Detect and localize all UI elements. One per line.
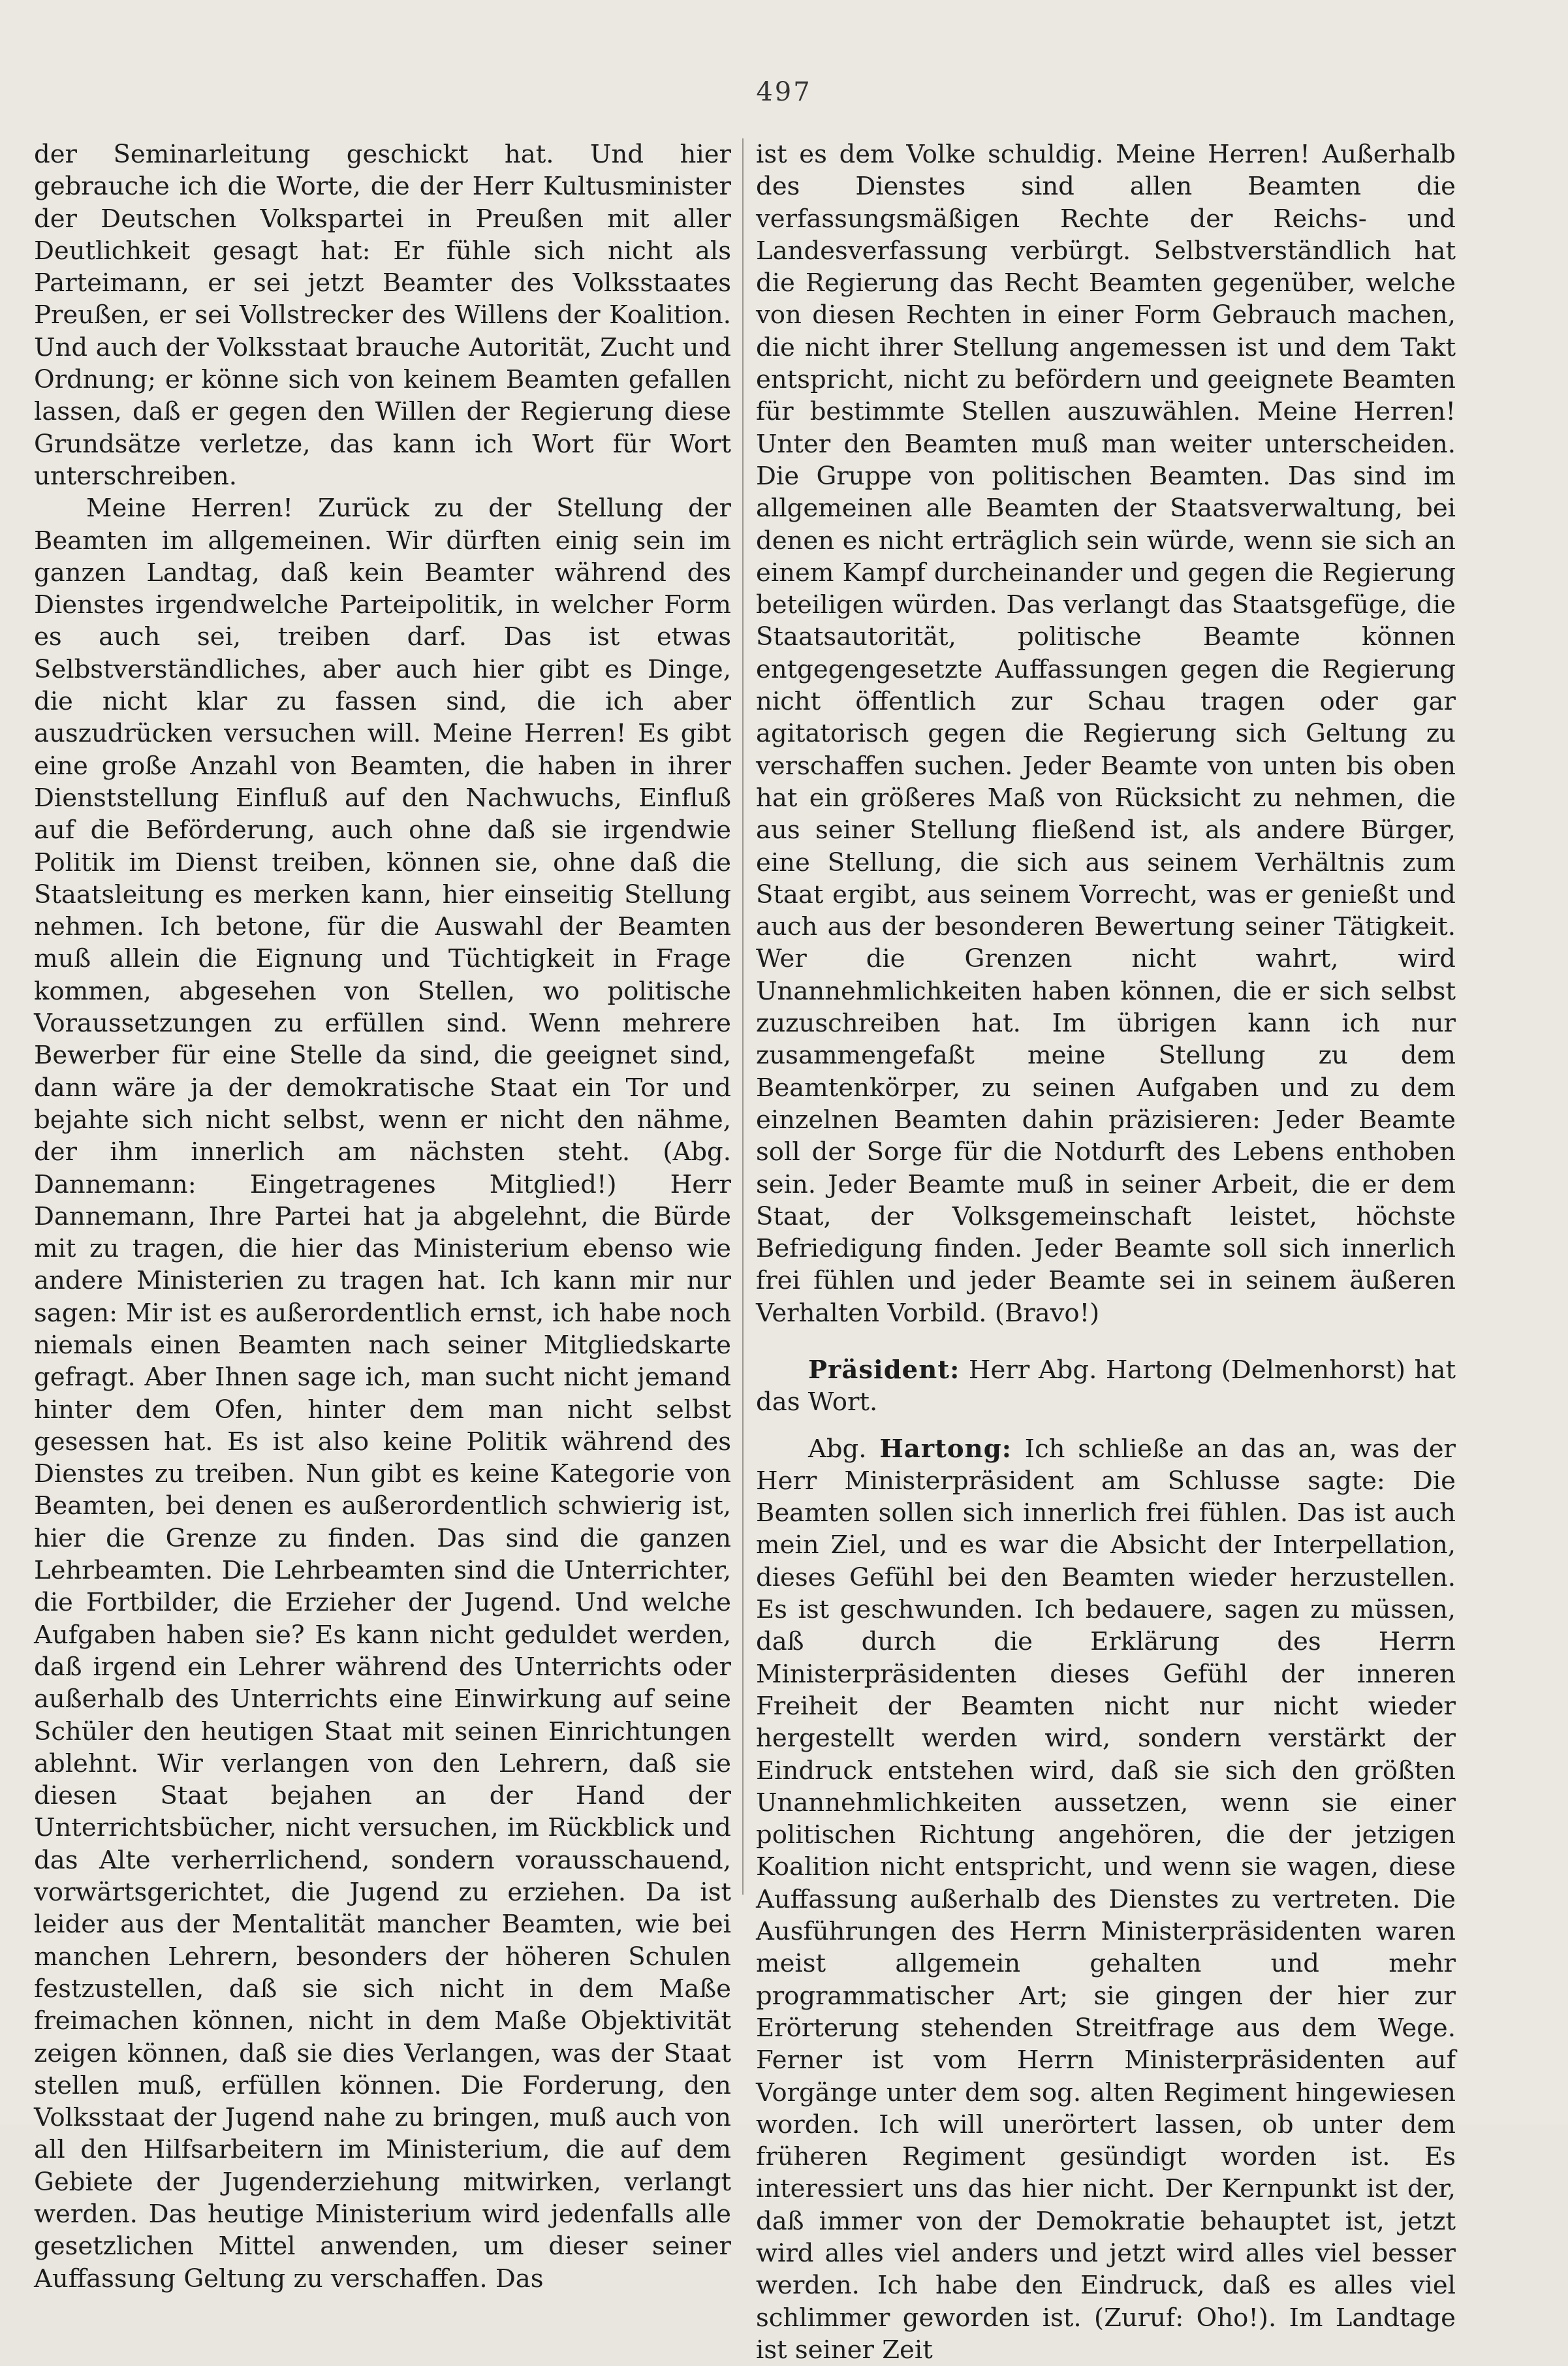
- hartong-text: Ich schließe an das an, was der Herr Ministerpräsident am Schlusse sagte: Die Beamten sollen sich innerlich frei fühlen. Das ist auch mein Ziel, und es war die Absicht der Interpellation, dieses Gefühl bei den Beamten wieder herzustellen. Es ist geschwunden. Ich bedauere, sagen zu müssen, daß durch die Erklärung des Herrn Ministerpräsidenten dieses Gefühl der inneren Freiheit der Beamten nicht nur nicht wieder hergestellt werden wird, sondern verstärkt der Eindruck entstehen wird, daß sie sich den größten Unannehmlichkeiten aussetzen, wenn sie einer politischen Richtung angehören, die der jetzigen Koalition nicht entspricht, und wenn sie wagen, diese Auffassung außerhalb des Dienstes zu vertreten. Die Ausführungen des Herrn Ministerpräsidenten waren meist allgemein gehalten und mehr programmatischer Art; sie gingen der hier zur Erörterung stehenden Streitfrage aus dem Wege. Ferner ist vom Herrn Ministerpräsidenten auf Vorgänge unter dem sog. alten Regiment hingewiesen worden. Ich will unerörtert lassen, ob unter dem früheren Regiment gesündigt worden ist. Es interessiert uns das hier nicht. Der Kernpunkt ist der, daß immer von der Demokratie behauptet ist, jetzt wird alles viel anders und jetzt wird alles viel besser werden. Ich habe den Eindruck, daß es alles viel schlimmer geworden ist. (Zuruf: Oho!). Im Landtage ist seiner Zeit: [756, 1434, 1456, 2365]
- president-paragraph: [756, 1354, 1456, 1419]
- left-paragraph-1: der Seminarleitung geschickt hat. Und hier gebrauche ich die Worte, die der Herr Kultusminister der Deutschen Volkspartei in Preußen mit aller Deutlichkeit gesagt hat: Er fühle sich nicht als Parteimann, er sei jetzt Beamter des Volksstaates Preußen, er sei Vollstrecker des Willens der Koalition. Und auch der Volksstaat brauche Autorität, Zucht und Ordnung; er könne sich von keinem Beamten gefallen lassen, daß er gegen den Willen der Regierung diese Grundsätze verletze, das kann ich Wort für Wort unterschreiben.: [34, 140, 731, 491]
- hartong-paragraph: [756, 1433, 1456, 2366]
- hartong-label: Hartong:: [879, 1434, 1012, 1464]
- president-text: Herr Abg. Hartong (Delmenhorst) hat das Wort.: [756, 1355, 1456, 1417]
- right-column: [756, 138, 1456, 2366]
- column-divider: [742, 138, 744, 1895]
- left-column: [34, 138, 731, 2295]
- abg-prefix: Abg.: [808, 1434, 880, 1464]
- president-label: Präsident:: [808, 1355, 960, 1385]
- right-paragraph-1: ist es dem Volke schuldig. Meine Herren! Außerhalb des Dienstes sind allen Beamten die verfassungsmäßigen Rechte der Reichs- und Landesverfassung verbürgt. Selbstverständlich hat die Regierung das Recht Beamten gegenüber, welche von diesen Rechten in einer Form Gebrauch machen, die nicht ihrer Stellung angemessen ist und dem Takt entspricht, nicht zu befördern und geeignete Beamten für bestimmte Stellen auszuwählen. Meine Herren! Unter den Beamten muß man weiter unterscheiden. Die Gruppe von politischen Beamten. Das sind im allgemeinen alle Beamten der Staatsverwaltung, bei denen es nicht erträglich sein würde, wenn sie sich an einem Kampf durcheinander und gegen die Regierung beteiligen würden. Das verlangt das Staatsgefüge, die Staatsautorität, politische Beamte können entgegengesetzte Auffassungen gegen die Regierung nicht öffentlich zur Schau tragen oder gar agitatorisch gegen die Regierung sich Geltung zu verschaffen suchen. Jeder Beamte von unten bis oben hat ein größeres Maß von Rücksicht zu nehmen, die aus seiner Stellung fließend ist, als andere Bürger, eine Stellung, die sich aus seinem Verhältnis zum Staat ergibt, aus seinem Vorrecht, was er genießt und auch aus der besonderen Bewertung seiner Tätigkeit. Wer die Grenzen nicht wahrt, wird Unannehmlichkeiten haben können, die er sich selbst zuzuschreiben hat. Im übrigen kann ich nur zusammengefaßt meine Stellung zu dem Beamtenkörper, zu seinen Aufgaben und zu dem einzelnen Beamten dahin präzisieren: Jeder Beamte soll der Sorge für die Notdurft des Lebens enthoben sein. Jeder Beamte muß in seiner Arbeit, die er dem Staat, der Volksgemeinschaft leistet, höchste Befriedigung finden. Jeder Beamte soll sich innerlich frei fühlen und jeder Beamte sei in seinem äußeren Verhalten Vorbild. (Bravo!): [756, 140, 1456, 1328]
- page-number: 497: [756, 77, 812, 107]
- left-paragraph-2: Meine Herren! Zurück zu der Stellung der Beamten im allgemeinen. Wir dürften einig sein im ganzen Landtag, daß kein Beamter während des Dienstes irgendwelche Parteipolitik, in welcher Form es auch sei, treiben darf. Das ist etwas Selbstverständliches, aber auch hier gibt es Dinge, die nicht klar zu fassen sind, die ich aber auszudrücken versuchen will. Meine Herren! Es gibt eine große Anzahl von Beamten, die haben in ihrer Dienststellung Einfluß auf den Nachwuchs, Einfluß auf die Beförderung, auch ohne daß sie irgendwie Politik im Dienst treiben, können sie, ohne daß die Staatsleitung es merken kann, hier einseitig Stellung nehmen. Ich betone, für die Auswahl der Beamten muß allein die Eignung und Tüchtigkeit in Frage kommen, abgesehen von Stellen, wo politische Voraussetzungen zu erfüllen sind. Wenn mehrere Bewerber für eine Stelle da sind, die geeignet sind, dann wäre ja der demokratische Staat ein Tor und bejahte sich nicht selbst, wenn er nicht den nähme, der ihm innerlich am nächsten steht. (Abg. Dannemann: Eingetragenes Mitglied!) Herr Dannemann, Ihre Partei hat ja abgelehnt, die Bürde mit zu tragen, die hier das Ministerium ebenso wie andere Ministerien zu tragen hat. Ich kann mir nur sagen: Mir ist es außerordentlich ernst, ich habe noch niemals einen Beamten nach seiner Mitgliedskarte gefragt. Aber Ihnen sage ich, man sucht nicht jemand hinter dem Ofen, hinter dem man nicht selbst gesessen hat. Es ist also keine Politik während des Dienstes zu treiben. Nun gibt es keine Kategorie von Beamten, bei denen es außerordentlich schwierig ist, hier die Grenze zu finden. Das sind die ganzen Lehrbeamten. Die Lehrbeamten sind die Unterrichter, die Fortbilder, die Erzieher der Jugend. Und welche Aufgaben haben sie? Es kann nicht geduldet werden, daß irgend ein Lehrer während des Unterrichts oder außerhalb des Unterrichts eine Einwirkung auf seine Schüler den heutigen Staat mit seinen Einrichtungen ablehnt. Wir verlangen von den Lehrern, daß sie diesen Staat bejahen an der Hand der Unterrichtsbücher, nicht versuchen, im Rückblick und das Alte verherrlichend, sondern vorausschauend, vorwärtsgerichtet, die Jugend zu erziehen. Da ist leider aus der Mentalität mancher Beamten, wie bei manchen Lehrern, besonders der höheren Schulen festzustellen, daß sie sich nicht in dem Maße freimachen können, nicht in dem Maße Objektivität zeigen können, daß sie dies Verlangen, was der Staat stellen muß, erfüllen können. Die Forderung, den Volksstaat der Jugend nahe zu bringen, muß auch von all den Hilfsarbeitern im Ministerium, die auf dem Gebiete der Jugenderziehung mitwirken, verlangt werden. Das heutige Ministerium wird jedenfalls alle gesetzlichen Mittel anwenden, um dieser seiner Auffassung Geltung zu verschaffen. Das: [34, 494, 731, 2294]
